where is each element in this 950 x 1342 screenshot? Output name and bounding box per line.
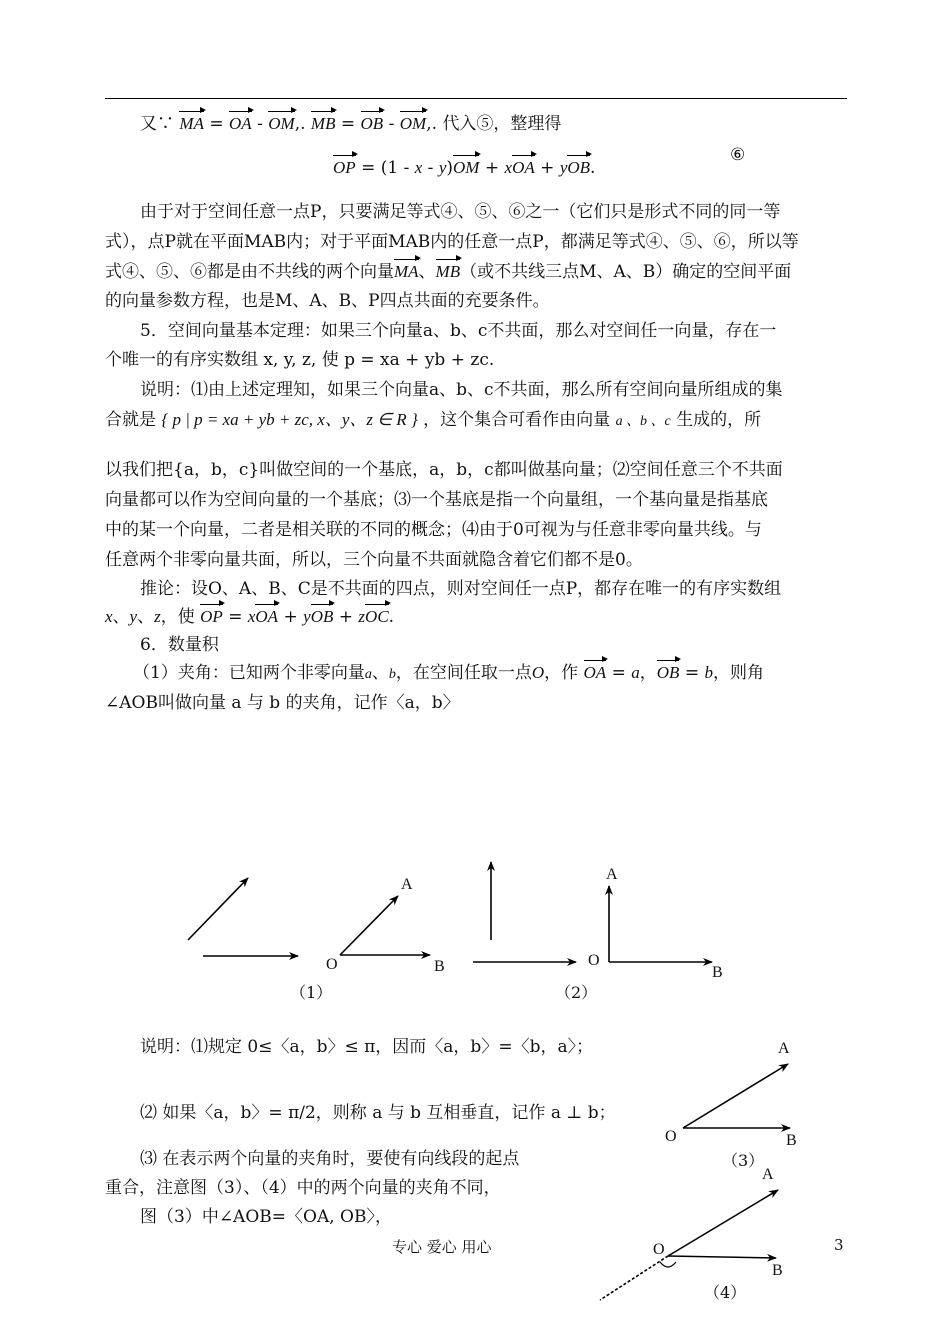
paragraph-line: 式），点P就在平面MAB内；对于平面MAB内的任意一点P，都满足等式④、⑤、⑥，所以等 [105, 232, 799, 252]
point-label-a: A [606, 866, 618, 883]
figure-caption-2: （2） [555, 983, 598, 1002]
corollary-line: 推论：设O、A、B、C是不共面的四点，则对空间任一点P，都存在唯一的有序实数组 [140, 579, 782, 599]
figure-caption-4: （4） [704, 1283, 747, 1302]
point-label-b: B [772, 1262, 783, 1279]
angle-definition: （1）夹角：已知两个非零向量a、b，在空间任取一点O，作 OA = a，OB = b，则角 [133, 663, 764, 683]
note-line: 合就是 { p | p = xa + yb + zc, x、y、z ∈ R } ，这个集合可看作由向量 a 、b 、c 生成的，所 [105, 410, 762, 430]
ray-oa-arrow [683, 1064, 788, 1128]
point-label-a: A [762, 1166, 774, 1183]
note-figure-3: 图（3）中∠AOB=〈OA, OB〉， [140, 1207, 392, 1227]
ray-oa-arrow [668, 1190, 778, 1256]
section-heading: 6．数量积 [140, 635, 219, 655]
note-line: 中的某一个向量，二者是相关联的不同的概念；⑷由于0可视为与任意非零向量共线。与 [105, 520, 762, 540]
theorem-line: 5．空间向量基本定理：如果三个向量a、b、c不共面，那么对空间任一向量，存在一 [140, 321, 777, 341]
point-label-b: B [712, 964, 723, 981]
point-label-o: O [588, 952, 600, 969]
extension-dashed-line [600, 1256, 668, 1300]
figure-caption-3: （3） [722, 1151, 765, 1170]
angle-definition: ∠AOB叫做向量 a 与 b 的夹角，记作〈a，b〉 [105, 693, 460, 713]
equation-number-6: ⑥ [730, 145, 746, 165]
paragraph-line: 式④、⑤、⑥都是由不共线的两个向量MA、MB（或不共线三点M、A、B）确定的空间平面 [105, 262, 792, 282]
paragraph-line: 的向量参数方程，也是M、A、B、P四点共面的充要条件。 [105, 291, 550, 311]
point-label-b: B [786, 1132, 797, 1149]
point-label-o: O [326, 956, 338, 973]
point-label-b: B [434, 958, 445, 975]
ray-oa-arrow [340, 896, 398, 955]
note-line: 以我们把{a，b，c}叫做空间的一个基底，a，b，c都叫做基向量；⑵空间任意三个不共面 [105, 460, 783, 480]
note-line: 说明：⑴由上述定理知，如果三个向量a、b、c不共面，那么所有空间向量所组成的集 [140, 380, 783, 400]
ray-ob-arrow [668, 1256, 776, 1258]
note-angle-range: 说明：⑴规定 0≤〈a，b〉≤ π，因而〈a，b〉=〈b，a〉； [140, 1037, 594, 1057]
note-angle-drawing: ⑶ 在表示两个向量的夹角时，要使有向线段的起点 [140, 1149, 520, 1169]
point-label-o: O [665, 1128, 677, 1145]
note-line: 向量都可以作为空间向量的一个基底；⑶一个基底是指一个向量组，一个基向量是指基底 [105, 490, 768, 510]
note-line: 任意两个非零向量共面，所以，三个向量不共面就隐含着它们都不是0。 [105, 550, 643, 570]
point-label-o: O [653, 1241, 665, 1258]
note-angle-drawing: 重合，注意图（3）、（4）中的两个向量的夹角不同， [105, 1178, 501, 1198]
point-label-a: A [778, 1040, 790, 1057]
figure-caption-1: （1） [290, 983, 333, 1002]
note-perpendicular: ⑵ 如果〈a，b〉= π/2，则称 a 与 b 互相垂直，记作 a ⊥ b； [140, 1103, 616, 1123]
vector-a-arrow [188, 878, 248, 940]
angle-arc [660, 1262, 676, 1267]
theorem-line: 个唯一的有序实数组 x, y, z, 使 p = xa + yb + zc. [105, 350, 495, 370]
footer-slogan: 专心 爱心 用心 [392, 1238, 492, 1256]
equation-6: OP = (1 - x - y)OM + xOA + yOB. [333, 158, 596, 178]
point-label-a: A [401, 876, 413, 893]
paragraph-line: 由于对于空间任意一点P，只要满足等式④、⑤、⑥之一（它们只是形式不同的同一等 [140, 202, 781, 222]
page-number: 3 [834, 1236, 844, 1254]
corollary-line: x、y、z，使 OP = xOA + yOB + zOC. [105, 607, 395, 627]
line-vector-substitution: 又∵ MA = OA - OM,. MB = OB - OM,. 代入⑤，整理得 [140, 114, 562, 134]
